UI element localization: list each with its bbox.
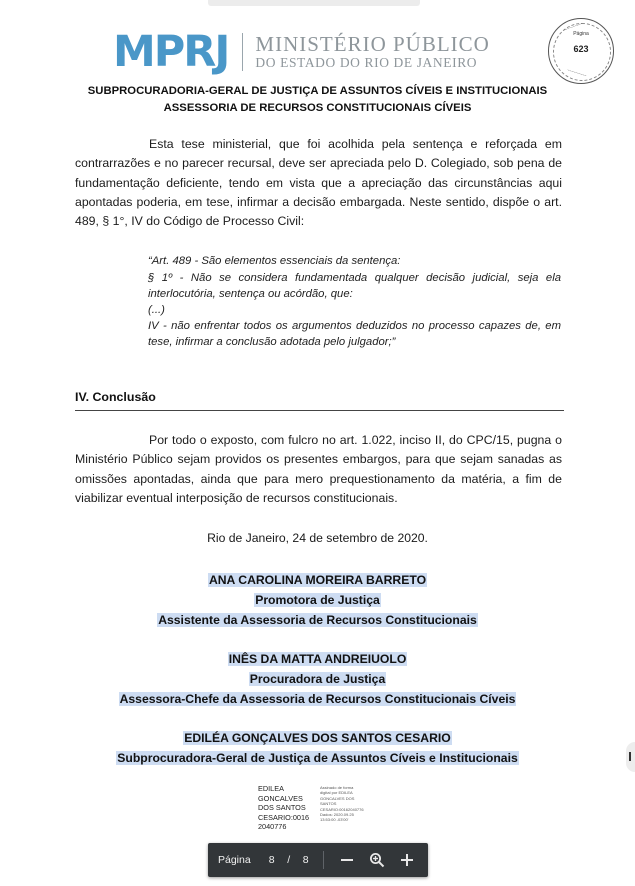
dsig-name-line: CESARIO:0016	[258, 812, 310, 822]
pause-icon	[629, 752, 631, 761]
page-separator: /	[287, 854, 291, 866]
digital-signature-name	[258, 782, 320, 832]
page-stamp	[548, 18, 614, 84]
date-line: Rio de Janeiro, 24 de setembro de 2020.	[207, 531, 428, 545]
logo-text	[255, 33, 489, 71]
quote-line-1: “Art. 489 - São elementos essenciais da sentença:	[148, 255, 401, 267]
stamp-arc-text: ~~~~~~~~~~	[566, 68, 587, 78]
top-tab-bar	[208, 0, 420, 6]
signature-1-office	[0, 610, 635, 630]
stamp-arc-text: ~~~~~~~~~~	[562, 21, 583, 33]
signature-3-office-text: Subprocuradora-Geral de Justiça de Assuntos Cíveis e Institucionais	[117, 751, 518, 765]
stamp-page-label: Página	[573, 31, 589, 37]
zoom-in-icon	[369, 852, 385, 868]
digital-signature[interactable]	[258, 782, 374, 832]
dsig-name-line: GONCALVES	[258, 793, 303, 803]
signature-2-name	[0, 649, 635, 669]
signature-3-office	[0, 748, 635, 768]
dsig-name-line: 2040776	[258, 822, 287, 831]
header-line-1: SUBPROCURADORIA-GERAL DE JUSTIÇA DE ASSUNTOS CÍVEIS E INSTITUCIONAIS	[87, 85, 548, 97]
toolbar-divider	[323, 851, 324, 869]
dsig-info-line: SANTOS	[320, 801, 337, 807]
signature-1-name-text: ANA CAROLINA MOREIRA BARRETO	[208, 573, 427, 587]
paragraph-2: Por todo o exposto, com fulcro no art. 1.022, inciso II, do CPC/15, pugna o Ministério Público sejam providos os presentes embargos, para que sejam sanadas as omissões apontadas, ainda que para mero prequestionamento da matéria, a fim de viabilizar eventual interposição de recursos constitucionais.	[75, 433, 562, 505]
section-rule	[75, 410, 564, 411]
current-page-input[interactable]: 8	[268, 854, 275, 866]
zoom-in-button[interactable]	[392, 845, 422, 875]
signature-1-office-text: Assistente da Assessoria de Recursos Constitucionais	[158, 613, 477, 627]
signature-1-name	[0, 570, 635, 590]
quote-line-4: IV - não enfrentar todos os argumentos deduzidos no processo capazes de, em tese, infirmar a conclusão adotada pelo julgador;”	[148, 320, 561, 348]
signature-2-office	[0, 689, 635, 709]
dsig-info-line: Assinado de forma	[320, 785, 354, 790]
dsig-name-line: EDILEA	[258, 784, 284, 793]
zoom-out-button[interactable]	[332, 845, 362, 875]
signature-2-name-text: INÊS DA MATTA ANDREIUOLO	[228, 652, 407, 666]
signature-2-office-text: Assessora-Chefe da Assessoria de Recursos Constitucionais Cíveis	[119, 692, 516, 706]
signature-3-name	[0, 728, 635, 748]
total-pages: 8	[302, 854, 309, 866]
minus-icon	[341, 859, 353, 861]
signature-3-name-text: EDILÉA GONÇALVES DOS SANTOS CESARIO	[184, 731, 451, 745]
logo-line-1: MINISTÉRIO PÚBLICO	[255, 32, 490, 56]
pdf-toolbar	[208, 843, 428, 877]
mprj-logo	[113, 27, 490, 77]
signature-1-role	[0, 590, 635, 610]
quote-line-2: § 1º - Não se considera fundamentada qualquer decisão judicial, seja ela interlocutória, sentença ou acórdão, que:	[148, 272, 561, 300]
logo-divider	[242, 33, 243, 71]
header-line-2: ASSESSORIA DE RECURSOS CONSTITUCIONAIS CÍVEIS	[163, 102, 472, 114]
dsig-info-line: 13:53:00 -03'00'	[320, 817, 349, 823]
paragraph-1: Esta tese ministerial, que foi acolhida pela sentença e reforçada em contrarrazões e no parecer recursal, deve ser apreciada pelo D. Colegiado, sob pena de fundamentação deficiente, tendo em vista que a apreciação das circunstâncias aqui apontadas poderia, em tese, infirmar a decisão embargada. Neste sentido, dispõe o art. 489, § 1°, IV do Código de Processo Civil:	[75, 137, 562, 229]
dsig-name-line: DOS SANTOS	[258, 803, 306, 812]
dsig-info-line: CESARIO:00162040776	[320, 806, 364, 812]
logo-mark: MPRJ	[113, 27, 229, 77]
dsig-info-line: GONCALVES DOS	[320, 795, 355, 801]
quote-line-3: (...)	[148, 304, 165, 316]
signature-2-role-text: Procuradora de Justiça	[249, 672, 386, 686]
dsig-info-line: digital por EDILEA	[320, 790, 353, 796]
logo-line-2: DO ESTADO DO RIO DE JANEIRO	[255, 55, 478, 70]
digital-signature-info	[320, 782, 374, 832]
stamp-page-number: 623	[573, 44, 589, 54]
section-title: IV. Conclusão	[75, 390, 156, 404]
toolbar-page-label: Página	[218, 854, 251, 866]
dsig-info-line: Dados: 2020.09.25	[320, 812, 354, 818]
zoom-fit-button[interactable]	[362, 845, 392, 875]
side-panel-toggle[interactable]	[626, 742, 635, 772]
signature-1-role-text: Promotora de Justiça	[255, 593, 380, 607]
signature-2-role	[0, 669, 635, 689]
plus-icon	[400, 853, 414, 867]
